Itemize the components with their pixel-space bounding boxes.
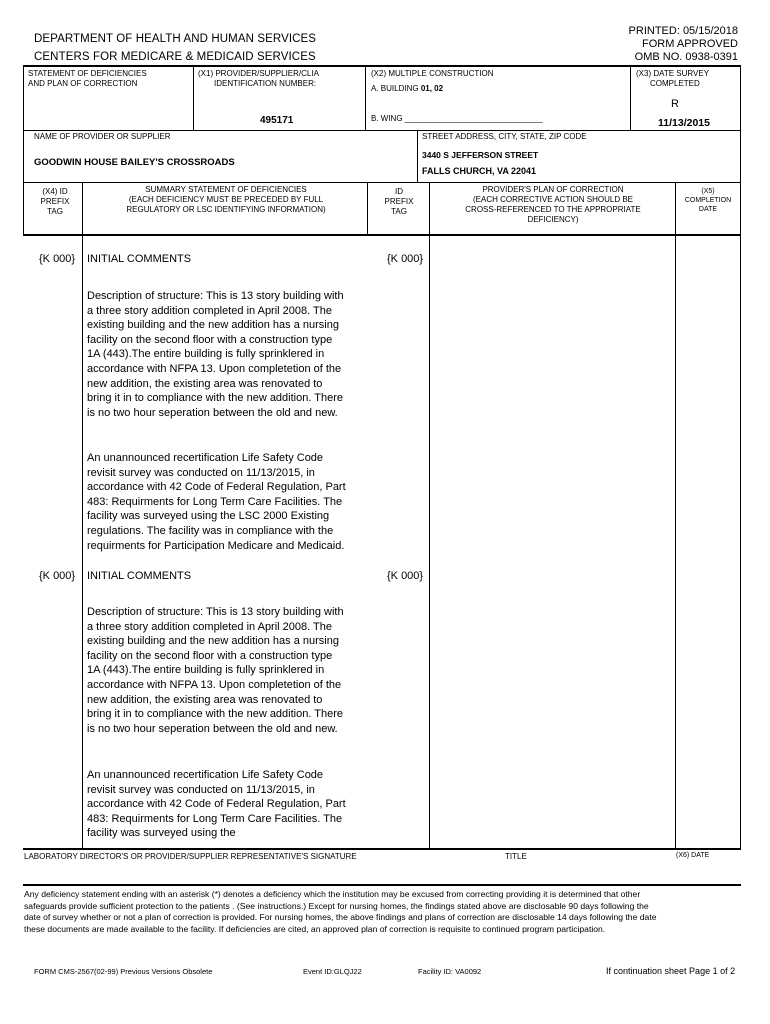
entry-2-tag: {K 000} xyxy=(39,570,76,582)
summary-header-3: REGULATORY OR LSC IDENTIFYING INFORMATION) xyxy=(126,205,326,214)
col-divider-3 xyxy=(429,182,430,234)
x5-header-2: COMPLETION xyxy=(684,197,732,204)
x2-label: (X2) MULTIPLE CONSTRUCTION xyxy=(371,69,494,78)
x5-header xyxy=(677,187,739,214)
entry-1-title: INITIAL COMMENTS xyxy=(87,253,192,265)
omb-number: OMB NO. 0938-0391 xyxy=(634,51,738,63)
street-address: 3440 S JEFFERSON STREET xyxy=(422,150,539,160)
form-approved: FORM APPROVED xyxy=(642,38,738,50)
entry-1-description: Description of structure: This is 13 story building with a three story addition completed in April 2008. The existing building and the new addition has a nursing facility on the second floor with a construction type 1A (443).The entire building is fully sprinklered in accordance with NFPA 13. Upon completetion of the new addition, the existing area was renovated to bring it in to compliance with the new addition. There is no two hour seperation between the old and new. xyxy=(87,290,344,419)
page-indicator: If continuation sheet Page 1 of 2 xyxy=(606,966,736,976)
x4-header xyxy=(25,187,85,217)
x4-header-3: TAG xyxy=(47,207,63,216)
wing-row xyxy=(371,114,543,124)
x3-label-2: COMPLETED xyxy=(650,79,700,88)
id-header-3: TAG xyxy=(391,207,407,216)
plan-header-1: PROVIDER'S PLAN OF CORRECTION xyxy=(482,185,624,194)
provider-divider xyxy=(417,130,418,182)
body-right-border xyxy=(740,236,741,848)
event-id: Event ID:GLQJ22 xyxy=(303,967,362,976)
city-state-zip: FALLS CHURCH, VA 22041 xyxy=(422,166,537,176)
survey-code: R xyxy=(671,98,679,110)
summary-header xyxy=(85,185,367,215)
plan-header-4: DEFICIENCY) xyxy=(527,215,579,224)
plan-header-3: CROSS-REFERENCED TO THE APPROPRIATE xyxy=(465,205,641,214)
col-divider-1 xyxy=(82,182,83,234)
form-number: FORM CMS-2567(02-99) Previous Versions Obsolete xyxy=(34,967,213,976)
id-header xyxy=(369,187,429,217)
survey-date: 11/13/2015 xyxy=(658,117,710,129)
building-label: A. BUILDING xyxy=(371,84,419,93)
entry-2-title: INITIAL COMMENTS xyxy=(87,570,192,582)
building-row xyxy=(371,84,443,94)
printed-date: PRINTED: 05/15/2018 xyxy=(628,25,738,37)
entry-2-right-tag: {K 000} xyxy=(387,570,424,582)
body-divider-3 xyxy=(429,236,430,848)
left-border xyxy=(23,65,24,235)
signature-label: LABORATORY DIRECTOR'S OR PROVIDER/SUPPLIER REPRESENTATIVE'S SIGNATURE xyxy=(24,852,357,861)
signature-top-rule xyxy=(23,848,741,850)
divider-x3 xyxy=(630,65,631,130)
x5-header-3: DATE xyxy=(698,206,718,213)
provider-number: 495171 xyxy=(260,115,294,126)
building-value: 01, 02 xyxy=(420,84,444,93)
provider-name: GOODWIN HOUSE BAILEY'S CROSSROADS xyxy=(34,157,235,168)
wing-blank: _______________________________ xyxy=(404,114,543,123)
disclaimer-text: Any deficiency statement ending with an asterisk (*) denotes a deficiency which the institution may be excused from correcting providing it is determined that other safeguards provide sufficient protection to the patients . (See instructions.) Except for nursing homes, the findings stated above are disclosable 90 days following the date of survey whether or not a plan of correction is provided. For nursing homes, the above findings and plans of correction are disclosable 14 days following the date these documents are made available to the facility. If deficiencies are cited, an approved plan of correction is requisite to continued program participation. xyxy=(24,889,657,934)
body-divider-1 xyxy=(82,236,83,848)
centers-title: CENTERS FOR MEDICARE & MEDICAID SERVICES xyxy=(34,51,316,63)
provider-name-label: NAME OF PROVIDER OR SUPPLIER xyxy=(34,132,171,141)
x1-label-1: (X1) PROVIDER/SUPPLIER/CLIA xyxy=(198,69,319,78)
body-divider-4 xyxy=(675,236,676,848)
plan-header-2: (EACH CORRECTIVE ACTION SHOULD BE xyxy=(472,195,634,204)
col-divider-2 xyxy=(367,182,368,234)
x4-header-2: PREFIX xyxy=(40,197,70,206)
address-label: STREET ADDRESS, CITY, STATE, ZIP CODE xyxy=(422,132,587,141)
col-divider-4 xyxy=(675,182,676,234)
entry-2-survey-note: An unannounced recertification Life Safety Code revisit survey was conducted on 11/13/2015, in accordance with 42 Code of Federal Regulation, Part 483: Requirments for Long Term Care Facilities. The facility was surveyed using the xyxy=(87,769,346,840)
id-header-1: ID xyxy=(395,187,403,196)
top-rule xyxy=(23,65,741,67)
column-header-rule xyxy=(23,234,741,236)
statement-label-2: AND PLAN OF CORRECTION xyxy=(28,79,138,88)
summary-header-1: SUMMARY STATEMENT OF DEFICIENCIES xyxy=(145,185,307,194)
box-bottom-rule xyxy=(23,130,741,131)
divider-x1 xyxy=(193,65,194,130)
x1-label-2: IDENTIFICATION NUMBER: xyxy=(214,79,317,88)
provider-bottom-rule xyxy=(23,182,741,183)
statement-label-1: STATEMENT OF DEFICIENCIES xyxy=(28,69,147,78)
x3-label-1: (X3) DATE SURVEY xyxy=(636,69,710,78)
x5-header-1: (X5) xyxy=(701,188,715,195)
entry-1-survey-note: An unannounced recertification Life Safety Code revisit survey was conducted on 11/13/2015, in accordance with 42 Code of Federal Regulation, Part 483: Requirments for Long Term Care Facilities. The facility was surveyed using the LSC 2000 Existing regulations. The facility was in compliance with the requirments for Participation Medicare and Medicaid. xyxy=(87,452,346,552)
department-title: DEPARTMENT OF HEALTH AND HUMAN SERVICES xyxy=(34,33,317,45)
divider-x2 xyxy=(365,65,366,130)
entry-1-right-tag: {K 000} xyxy=(387,253,424,265)
facility-id: Facility ID: VA0092 xyxy=(418,967,482,976)
title-label: TITLE xyxy=(505,852,527,861)
x4-header-1: (X4) ID xyxy=(42,187,68,196)
plan-header xyxy=(431,185,675,225)
wing-label: B. WING xyxy=(371,114,403,123)
summary-header-2: (EACH DEFICIENCY MUST BE PRECEDED BY FULL xyxy=(128,195,324,204)
signature-bottom-rule xyxy=(23,884,741,886)
right-border xyxy=(740,65,741,235)
x6-date-label: (X6) DATE xyxy=(676,852,710,859)
entry-1-tag: {K 000} xyxy=(39,253,76,265)
entry-2-description: Description of structure: This is 13 story building with a three story addition completed in April 2008. The existing building and the new addition has a nursing facility on the second floor with a construction type 1A (443).The entire building is fully sprinklered in accordance with NFPA 13. Upon completetion of the new addition, the existing area was renovated to bring it in to compliance with the new addition. There is no two hour seperation between the old and new. xyxy=(87,606,344,735)
id-header-2: PREFIX xyxy=(384,197,414,206)
